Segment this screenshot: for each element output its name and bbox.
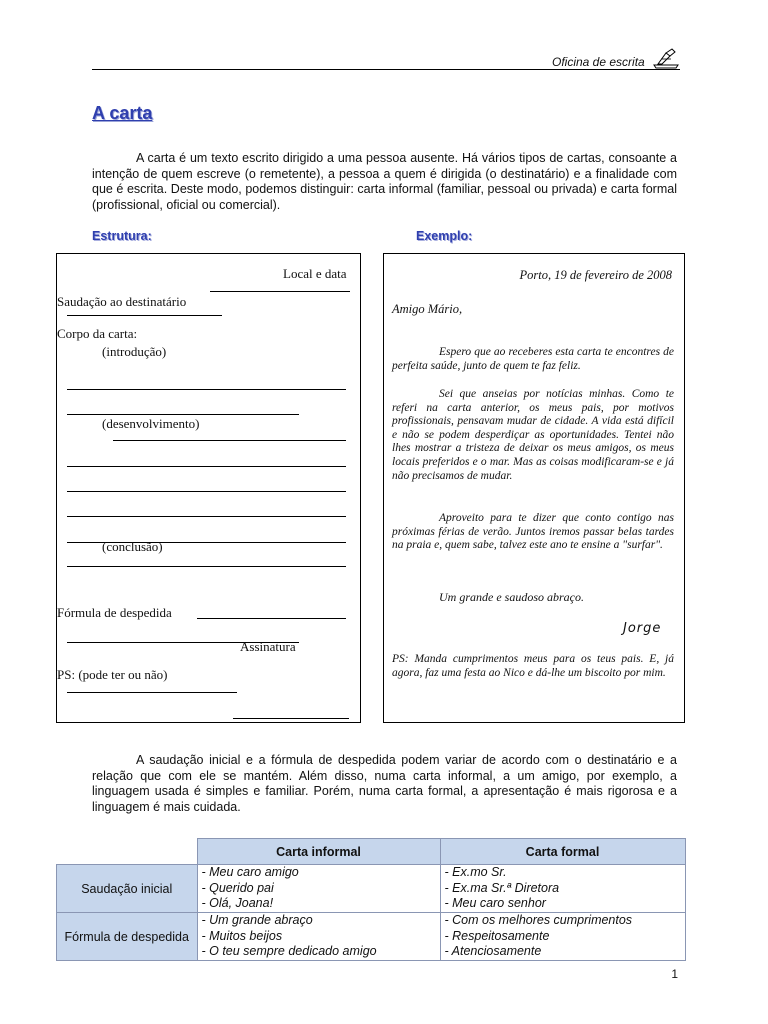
list-item: - O teu sempre dedicado amigo: [201, 944, 377, 958]
list-item: - Ex.mo Sr.: [444, 865, 507, 879]
local-data-label: Local e data: [283, 266, 347, 281]
list-item: - Muitos beijos: [201, 928, 283, 943]
list-item: - Respeitosamente: [444, 928, 550, 943]
letter-paragraph-1: Espero que ao receberes esta carta te encontres de perfeita saúde, junto de quem te faz feliz.: [392, 346, 674, 372]
letter-closing: Um grande e saudoso abraço.: [439, 590, 584, 604]
col-formal-header: Carta formal: [440, 839, 685, 865]
list-item: - Meu caro amigo: [201, 865, 299, 879]
letter-paragraph-3: Aproveito para te dizer que conto contigo nas próximas férias de verão. Juntos iremos passar belas tardes na praia e, quem sabe, talvez este ano te ensine a "surfar".: [392, 512, 674, 552]
assinatura-label: Assinatura: [240, 639, 296, 654]
table-corner: [57, 839, 198, 865]
second-paragraph-text: A saudação inicial e a fórmula de despedida podem variar de acordo com o destinatário e a relação que com ele se mantém. Além disso, numa carta informal, a um amigo, por exemplo, a linguagem usada é simples e familiar. Porém, numa carta formal, a apresentação é mais rigorosa e a linguagem é mais cuidada.: [92, 753, 677, 814]
example-letter-box: [383, 253, 685, 723]
structure-box: [56, 253, 361, 723]
header-rule: [92, 69, 680, 70]
letter-paragraph-2: Sei que anseias por notícias minhas. Como te referi na carta anterior, os meus pais, por motivos profissionais, pensavam mudar de cidade. A vida está difícil e não se podem desperdiçar as oportunidades. Tentei não lhes mostrar a tristeza de deixar os meus amigos, os meus locais preferidos e o mar. Mas as coisas modificaram-se e já não precisamos de mudar.: [392, 388, 674, 482]
letter-date: Porto, 19 de fevereiro de 2008: [519, 268, 672, 282]
letter-ps: PS: Manda cumprimentos meus para os teus pais. E, já agora, faz uma festa ao Nico e dá-lhe um biscoito por mim.: [392, 653, 674, 679]
formula-label: Fórmula de despedida: [57, 605, 172, 620]
saudacao-informal-cell: [197, 865, 440, 913]
introducao-label: (introdução): [102, 344, 167, 359]
list-item: - Olá, Joana!: [201, 896, 274, 910]
table-header-row: [57, 839, 686, 865]
despedida-formal-cell: [440, 913, 685, 961]
corpo-label: Corpo da carta:: [57, 326, 138, 341]
list-item: - Com os melhores cumprimentos: [444, 913, 633, 927]
list-item: - Atenciosamente: [444, 944, 542, 958]
ps-label: PS: (pode ter ou não): [57, 667, 168, 682]
list-item: - Querido pai: [201, 880, 274, 895]
row-label-saudacao: Saudação inicial: [57, 865, 198, 913]
page-number: 1: [671, 967, 678, 981]
desenvolvimento-label: (desenvolvimento): [102, 416, 200, 431]
list-item: - Ex.ma Sr.ª Diretora: [444, 880, 560, 895]
list-item: - Meu caro senhor: [444, 896, 546, 910]
despedida-informal-cell: [197, 913, 440, 961]
table-row: [57, 913, 686, 961]
conclusao-label: (conclusão): [102, 539, 163, 554]
intro-text: A carta é um texto escrito dirigido a uma pessoa ausente. Há vários tipos de cartas, consoante a intenção de quem escreve (o remetente), a pessoa a quem é dirigida (o destinatário) e a finalidade com que é escrita. Deste modo, podemos distinguir: carta informal (familiar, pessoal ou privada) e carta formal (profissional, oficial ou comercial).: [92, 151, 677, 212]
example-label: Exemplo:: [416, 229, 473, 243]
row-label-despedida: Fórmula de despedida: [57, 913, 198, 961]
header-title: Oficina de escrita: [552, 55, 645, 69]
writing-hand-icon: [652, 47, 680, 69]
second-paragraph: [92, 753, 677, 815]
page-title: A carta: [92, 103, 153, 123]
col-informal-header: Carta informal: [197, 839, 440, 865]
saudacao-formal-cell: [440, 865, 685, 913]
comparison-table: [56, 838, 686, 961]
saudacao-label: Saudação ao destinatário: [57, 294, 187, 309]
structure-label: Estrutura:: [92, 229, 152, 243]
intro-paragraph: [92, 151, 677, 213]
letter-signature: Jorge: [623, 621, 662, 636]
list-item: - Um grande abraço: [201, 913, 313, 927]
table-row: [57, 865, 686, 913]
letter-greeting: Amigo Mário,: [392, 302, 463, 316]
